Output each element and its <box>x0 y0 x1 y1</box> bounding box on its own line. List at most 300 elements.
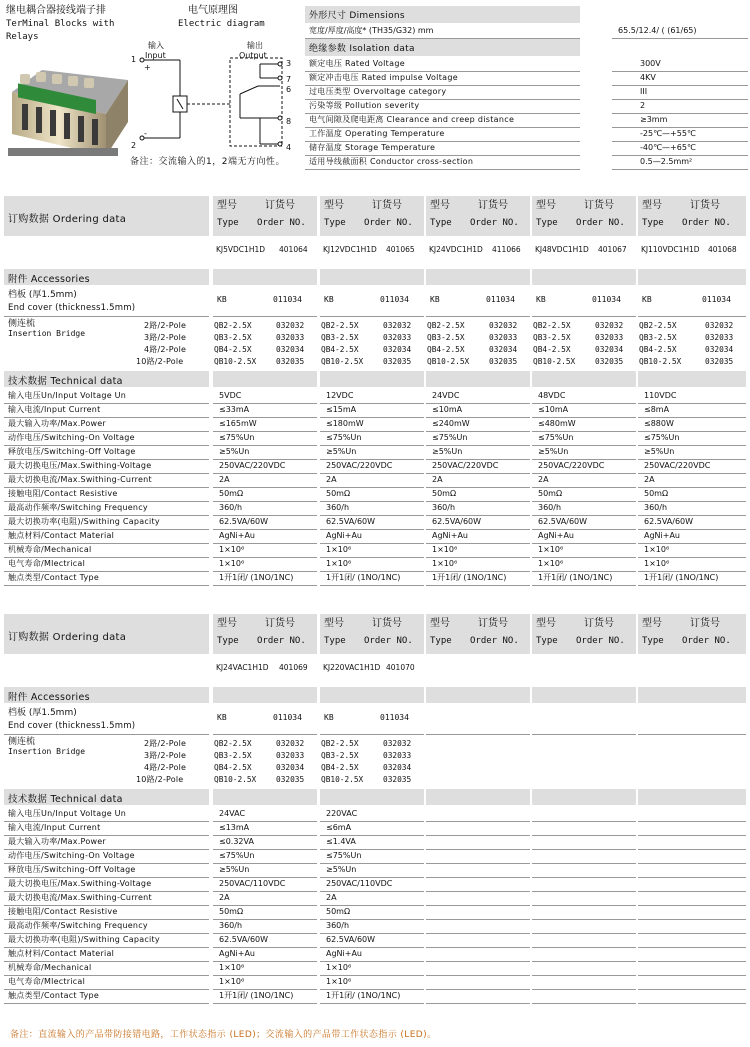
product-type: KJ24VDC1H1D <box>429 245 483 254</box>
col-order-cn: 订货号 <box>372 200 402 211</box>
tech-col-rule <box>638 905 746 906</box>
tech-col-rule <box>532 947 636 948</box>
bridge-order-no: 032032 <box>276 739 305 748</box>
dim-value: 65.5/12.4/ ( (61/65) <box>618 26 697 35</box>
tech-value: 2A <box>432 475 443 484</box>
col-order-cn: 订货号 <box>478 618 508 629</box>
bridge-order-no: 032035 <box>276 357 305 366</box>
tech-col-rule <box>426 947 530 948</box>
bridge-type: QB4-2.5X <box>321 345 359 354</box>
tech-col-bar <box>320 789 424 805</box>
col-order-cn: 订货号 <box>372 618 402 629</box>
tech-row-label: 最大输入功率/Max.Power <box>8 419 106 428</box>
tech-value: 360/h <box>219 503 243 512</box>
col-type-en: Type <box>536 218 558 228</box>
tech-row-label: 电气寿命/Mlectrical <box>8 559 86 568</box>
tech-row-label: 最大切换电流/Max.Swithing-Current <box>8 475 152 484</box>
endcover-col-rule <box>426 734 530 735</box>
tech-col-rule <box>213 1003 317 1004</box>
iso-row-value: ≥3mm <box>640 115 668 124</box>
bridge-order-no: 032035 <box>276 775 305 784</box>
tech-col-rule <box>426 585 530 586</box>
tech-col-rule <box>638 891 746 892</box>
tech-col-rule <box>532 877 636 878</box>
tech-value: 2A <box>644 475 655 484</box>
tech-value: 2A <box>326 893 337 902</box>
bridge-type: QB4-2.5X <box>639 345 677 354</box>
tech-row-label: 触点类型/Contact Type <box>8 573 99 582</box>
tech-row-label: 最大切换电压/Max.Swithing-Voltage <box>8 879 152 888</box>
tech-col-bar <box>213 789 317 805</box>
col-type-en: Type <box>642 218 664 228</box>
col-type-en: Type <box>536 636 558 646</box>
bridge-type: QB2-2.5X <box>321 321 359 330</box>
bridge-type: QB3-2.5X <box>639 333 677 342</box>
bridge-order-no: 032035 <box>383 357 412 366</box>
tech-value: 62.5VA/60W <box>326 935 376 944</box>
col-order-cn: 订货号 <box>690 618 720 629</box>
diagram-note: 备注：交流输入的1，2端无方向性。 <box>130 157 285 167</box>
col-order-en: Order NO. <box>682 636 731 646</box>
endcover-type: KB <box>324 713 334 722</box>
bridge-order-no: 032032 <box>705 321 734 330</box>
tech-col-rule <box>426 863 530 864</box>
endcover-en: End cover (thickness1.5mm) <box>8 303 136 313</box>
bridge-type: QB2-2.5X <box>321 739 359 748</box>
acc-col-bar <box>213 687 317 703</box>
tech-value: ≤75%Un <box>538 433 574 442</box>
tech-value: AgNi+Au <box>644 531 681 540</box>
endcover-rule <box>4 734 209 735</box>
col-type-cn: 型号 <box>642 200 662 211</box>
tech-value: 2A <box>219 893 230 902</box>
endcover-col-rule <box>213 734 317 735</box>
iso-row-label: 过电压类型 Overvoltage category <box>309 87 447 96</box>
bridge-order-no: 032034 <box>276 763 305 772</box>
bridge-type: QB3-2.5X <box>427 333 465 342</box>
iso-row-rule-right <box>612 85 748 86</box>
bridge-type: QB10-2.5X <box>214 775 257 784</box>
tech-row-label: 触点材料/Contact Material <box>8 531 115 540</box>
tech-col-rule <box>638 863 746 864</box>
bridge-order-no: 032032 <box>383 321 412 330</box>
tech-value: 1×10⁶ <box>432 559 458 568</box>
bridge-type: QB3-2.5X <box>321 333 359 342</box>
bridge-type: QB10-2.5X <box>533 357 576 366</box>
tech-value: ≥5%Un <box>326 865 357 874</box>
tech-value: ≥5%Un <box>219 865 250 874</box>
col-type-cn: 型号 <box>430 618 450 629</box>
tech-col-rule <box>532 821 636 822</box>
dim-rule-right <box>612 38 748 39</box>
tech-value: AgNi+Au <box>432 531 469 540</box>
acc-col-bar <box>532 269 636 285</box>
diagram-title-block <box>178 4 298 31</box>
acc-col-bar <box>532 687 636 703</box>
bridge-order-no: 032033 <box>489 333 518 342</box>
tech-row-label: 触点类型/Contact Type <box>8 991 99 1000</box>
bridge-cn: 侧连梳 <box>8 737 36 747</box>
bridge-order-no: 032034 <box>383 345 412 354</box>
iso-row-label: 储存温度 Storage Temperature <box>309 143 436 152</box>
tech-value: 50mΩ <box>538 489 563 498</box>
tech-col-rule <box>638 933 746 934</box>
tech-value: 360/h <box>644 503 668 512</box>
tech-row-label: 接触电阻/Contact Resistive <box>8 489 118 498</box>
bridge-order-no: 032033 <box>705 333 734 342</box>
product-type: KJ220VAC1H1D <box>323 663 381 672</box>
tech-value: 5VDC <box>219 391 242 400</box>
bridge-type: QB2-2.5X <box>639 321 677 330</box>
iso-row-rule-right <box>612 71 748 72</box>
bridge-order-no: 032034 <box>489 345 518 354</box>
tech-col-rule <box>532 905 636 906</box>
tech-value: 1×10⁶ <box>219 559 245 568</box>
iso-row-rule-right <box>612 113 748 114</box>
bridge-type: QB2-2.5X <box>427 321 465 330</box>
tech-row-label: 电气寿命/Mlectrical <box>8 977 86 986</box>
iso-row-label: 工作温度 Operating Temperature <box>309 129 445 138</box>
bridge-type: QB3-2.5X <box>533 333 571 342</box>
tech-row-label: 最高动作频率/Switching Frequency <box>8 503 148 512</box>
tech-value: ≤1.4VA <box>326 837 356 846</box>
bridge-pole-label: 4路/2-Pole <box>144 345 187 354</box>
tech-col-rule <box>426 961 530 962</box>
tech-value: 250VAC/110VDC <box>219 879 286 888</box>
tech-col-rule <box>638 947 746 948</box>
tech-col-rule <box>638 849 746 850</box>
bridge-order-no: 032032 <box>489 321 518 330</box>
iso-row-value: 0.5—2.5mm² <box>640 157 693 166</box>
endcover-en: End cover (thickness1.5mm) <box>8 721 136 731</box>
tech-col-rule <box>532 585 636 586</box>
tech-col-rule <box>532 849 636 850</box>
iso-row-label: 额定冲击电压 Rated impulse Voltage <box>309 73 458 82</box>
col-type-en: Type <box>324 218 346 228</box>
tech-value: ≤13mA <box>219 823 250 832</box>
diagram-title-cn: 电气原理图 <box>188 5 238 16</box>
tech-value: ≤480mW <box>538 419 576 428</box>
tech-col-rule <box>426 877 530 878</box>
bridge-pole-label: 10路/2-Pole <box>136 357 184 366</box>
tech-value: ≤0.32VA <box>219 837 254 846</box>
endcover-cn: 档板 (厚1.5mm) <box>8 708 77 718</box>
tech-value: ≤33mA <box>219 405 250 414</box>
acc-col-bar <box>638 269 746 285</box>
tech-col-rule <box>426 821 530 822</box>
col-order-cn: 订货号 <box>584 200 614 211</box>
product-photo <box>2 52 137 164</box>
iso-row-label: 额定电压 Rated Voltage <box>309 59 405 68</box>
tech-col-rule <box>638 975 746 976</box>
col-order-cn: 订货号 <box>265 200 295 211</box>
col-type-en: Type <box>217 218 239 228</box>
col-order-en: Order NO. <box>470 636 519 646</box>
tech-col-rule <box>638 821 746 822</box>
tech-value: 360/h <box>326 921 350 930</box>
bridge-pole-label: 3路/2-Pole <box>144 751 187 760</box>
tech-value: 2A <box>326 475 337 484</box>
tech-col-bar <box>638 371 746 387</box>
product-type: KJ48VDC1H1D <box>535 245 589 254</box>
tech-value: 50mΩ <box>219 489 244 498</box>
acc-col-bar <box>213 269 317 285</box>
tech-value: 220VAC <box>326 809 358 818</box>
tech-value: AgNi+Au <box>326 949 363 958</box>
bridge-pole-label: 2路/2-Pole <box>144 321 187 330</box>
bridge-pole-label: 2路/2-Pole <box>144 739 187 748</box>
endcover-col-rule <box>638 734 746 735</box>
acc-col-bar <box>320 687 424 703</box>
bridge-order-no: 032032 <box>595 321 624 330</box>
tech-value: 360/h <box>538 503 562 512</box>
acc-col-bar <box>426 269 530 285</box>
col-type-cn: 型号 <box>430 200 450 211</box>
col-type-cn: 型号 <box>536 200 556 211</box>
endcover-col-rule <box>638 316 746 317</box>
tech-col-rule <box>638 1003 746 1004</box>
endcover-order-no: 011034 <box>273 713 302 722</box>
tech-value: ≤75%Un <box>326 851 362 860</box>
endcover-col-rule <box>426 316 530 317</box>
col-type-en: Type <box>324 636 346 646</box>
col-order-cn: 订货号 <box>478 200 508 211</box>
col-order-en: Order NO. <box>257 218 306 228</box>
bridge-order-no: 032035 <box>595 357 624 366</box>
input-label-en: Input <box>145 51 166 60</box>
tech-value: AgNi+Au <box>219 531 256 540</box>
col-order-en: Order NO. <box>257 636 306 646</box>
tech-value: ≤165mW <box>219 419 257 428</box>
bridge-order-no: 032032 <box>276 321 305 330</box>
tech-row-rule <box>4 585 209 586</box>
bridge-type: QB2-2.5X <box>214 321 252 330</box>
bridge-type: QB4-2.5X <box>427 345 465 354</box>
accessories-header: 附件 Accessories <box>8 274 90 285</box>
tech-col-rule <box>638 919 746 920</box>
tech-value: 250VAC/110VDC <box>326 879 393 888</box>
tech-row-label: 最大输入功率/Max.Power <box>8 837 106 846</box>
tech-value: ≤75%Un <box>326 433 362 442</box>
tech-col-rule <box>638 877 746 878</box>
tech-value: 50mΩ <box>432 489 457 498</box>
tech-col-rule <box>638 585 746 586</box>
tech-value: ≤75%Un <box>432 433 468 442</box>
tech-row-label: 动作电压/Switching-On Voltage <box>8 433 135 442</box>
endcover-type: KB <box>217 713 227 722</box>
tech-col-rule <box>320 1003 424 1004</box>
ordering-header: 订购数据 Ordering data <box>8 632 127 643</box>
product-type: KJ110VDC1H1D <box>641 245 700 254</box>
tech-value: 1开1闭/ (1NO/1NC) <box>432 573 507 582</box>
endcover-order-no: 011034 <box>486 295 515 304</box>
tech-col-rule <box>532 933 636 934</box>
bridge-order-no: 032033 <box>383 333 412 342</box>
tech-value: 1×10⁶ <box>326 545 352 554</box>
tech-row-label: 最大切换功率(电阻)/Swithing Capacity <box>8 935 160 944</box>
tech-value: ≥5%Un <box>644 447 675 456</box>
tech-row-label: 输入电压Un/Input Voltage Un <box>8 809 127 818</box>
tech-col-rule <box>532 863 636 864</box>
tech-row-label: 最大切换电压/Max.Swithing-Voltage <box>8 461 152 470</box>
iso-row-rule-right <box>612 169 748 170</box>
title-en-1: TerMinal Blocks with <box>6 19 115 29</box>
tech-value: 250VAC/220VDC <box>432 461 499 470</box>
bridge-order-no: 032035 <box>383 775 412 784</box>
bridge-type: QB4-2.5X <box>214 763 252 772</box>
tech-value: ≤15mA <box>326 405 357 414</box>
iso-row-value: -25℃—+55℃ <box>640 129 696 138</box>
col-type-cn: 型号 <box>324 200 344 211</box>
bridge-pole-label: 4路/2-Pole <box>144 763 187 772</box>
tech-col-bar <box>320 371 424 387</box>
product-order-no: 401069 <box>279 663 308 672</box>
tech-value: 62.5VA/60W <box>644 517 694 526</box>
endcover-order-no: 011034 <box>380 295 409 304</box>
technical-header: 技术数据 Technical data <box>8 376 123 387</box>
tech-value: 1开1闭/ (1NO/1NC) <box>538 573 613 582</box>
tech-value: 62.5VA/60W <box>432 517 482 526</box>
bridge-type: QB4-2.5X <box>321 763 359 772</box>
tech-value: ≤75%Un <box>219 851 255 860</box>
iso-row-value: -40℃—+65℃ <box>640 143 696 152</box>
bridge-type: QB10-2.5X <box>214 357 257 366</box>
tech-value: 1×10⁶ <box>538 559 564 568</box>
tech-col-bar <box>426 371 530 387</box>
col-type-en: Type <box>642 636 664 646</box>
tech-value: 1×10⁶ <box>644 559 670 568</box>
tech-col-rule <box>426 905 530 906</box>
bridge-type: QB4-2.5X <box>533 345 571 354</box>
bridge-order-no: 032032 <box>383 739 412 748</box>
tech-col-rule <box>532 975 636 976</box>
bridge-order-no: 032033 <box>276 751 305 760</box>
col-type-cn: 型号 <box>217 618 237 629</box>
tech-col-rule <box>426 975 530 976</box>
pin-plus: + <box>144 63 151 72</box>
output-label-en: Output <box>239 51 267 60</box>
tech-value: ≤75%Un <box>219 433 255 442</box>
endcover-type: KB <box>536 295 546 304</box>
col-type-cn: 型号 <box>536 618 556 629</box>
bridge-type: QB3-2.5X <box>214 333 252 342</box>
bridge-en: Insertion Bridge <box>8 329 86 338</box>
col-order-cn: 订货号 <box>584 618 614 629</box>
tech-value: 1开1闭/ (1NO/1NC) <box>219 991 294 1000</box>
product-order-no: 401067 <box>598 245 627 254</box>
bridge-order-no: 032033 <box>276 333 305 342</box>
col-order-en: Order NO. <box>682 218 731 228</box>
endcover-type: KB <box>324 295 334 304</box>
electric-diagram <box>130 56 300 152</box>
endcover-order-no: 011034 <box>702 295 731 304</box>
endcover-col-rule <box>532 734 636 735</box>
tech-value: 50mΩ <box>219 907 244 916</box>
tech-value: 24VDC <box>432 391 460 400</box>
tech-row-label: 输入电流/Input Current <box>8 823 101 832</box>
tech-row-label: 触点材料/Contact Material <box>8 949 115 958</box>
bridge-order-no: 032034 <box>383 763 412 772</box>
tech-value: 1×10⁶ <box>326 963 352 972</box>
endcover-cn: 档板 (厚1.5mm) <box>8 290 77 300</box>
bridge-order-no: 032035 <box>705 357 734 366</box>
acc-col-bar <box>320 269 424 285</box>
tech-col-bar <box>532 789 636 805</box>
pin-6: 6 <box>286 85 292 94</box>
title-en-2: Relays <box>6 32 39 42</box>
tech-row-label: 释放电压/Switching-Off Voltage <box>8 447 136 456</box>
tech-value: 360/h <box>219 921 243 930</box>
tech-col-rule <box>532 1003 636 1004</box>
tech-value: 2A <box>219 475 230 484</box>
tech-value: 2A <box>538 475 549 484</box>
footer-note: 备注：直流输入的产品带防接错电路，工作状态指示 (LED)；交流输入的产品带工作状态指示 (LED)。 <box>10 1030 437 1040</box>
isolation-header-bar <box>305 39 580 56</box>
endcover-col-rule <box>320 734 424 735</box>
tech-value: AgNi+Au <box>326 531 363 540</box>
tech-row-label: 最大切换电流/Max.Swithing-Current <box>8 893 152 902</box>
tech-col-rule <box>532 835 636 836</box>
tech-value: 1×10⁶ <box>432 545 458 554</box>
tech-value: 250VAC/220VDC <box>538 461 605 470</box>
product-order-no: 401068 <box>708 245 737 254</box>
pin-3: 3 <box>286 59 292 68</box>
tech-value: ≤880W <box>644 419 674 428</box>
tech-value: 50mΩ <box>644 489 669 498</box>
col-order-en: Order NO. <box>576 636 625 646</box>
endcover-order-no: 011034 <box>273 295 302 304</box>
tech-value: 110VDC <box>644 391 677 400</box>
endcover-type: KB <box>642 295 652 304</box>
bridge-type: QB2-2.5X <box>214 739 252 748</box>
acc-col-bar <box>638 687 746 703</box>
tech-row-label: 输入电流/Input Current <box>8 405 101 414</box>
tech-value: 250VAC/220VDC <box>326 461 393 470</box>
tech-value: ≤180mW <box>326 419 364 428</box>
col-order-en: Order NO. <box>470 218 519 228</box>
tech-col-bar <box>638 789 746 805</box>
ordering-header: 订购数据 Ordering data <box>8 214 127 225</box>
pin-1: 1 <box>131 55 137 64</box>
tech-col-rule <box>320 585 424 586</box>
tech-value: ≤8mA <box>644 405 670 414</box>
tech-value: 1开1闭/ (1NO/1NC) <box>219 573 294 582</box>
endcover-rule <box>4 316 209 317</box>
tech-value: 1开1闭/ (1NO/1NC) <box>326 991 401 1000</box>
iso-row-label: 污染等级 Pollution severity <box>309 101 420 110</box>
tech-row-label: 最高动作频率/Switching Frequency <box>8 921 148 930</box>
tech-col-rule <box>426 1003 530 1004</box>
iso-row-label: 适用导线截面积 Conductor cross-section <box>309 157 474 166</box>
bridge-en: Insertion Bridge <box>8 747 86 756</box>
bridge-type: QB10-2.5X <box>639 357 682 366</box>
dimensions-header-bar <box>305 6 580 23</box>
tech-value: ≤10mA <box>538 405 569 414</box>
tech-value: 48VDC <box>538 391 566 400</box>
product-type: KJ5VDC1H1D <box>216 245 266 254</box>
endcover-col-rule <box>320 316 424 317</box>
bridge-type: QB10-2.5X <box>427 357 470 366</box>
tech-value: 24VAC <box>219 809 246 818</box>
isolation-header: 绝缘参数 Isolation data <box>309 44 415 54</box>
tech-row-label: 动作电压/Switching-On Voltage <box>8 851 135 860</box>
endcover-type: KB <box>217 295 227 304</box>
tech-value: 62.5VA/60W <box>219 517 269 526</box>
acc-col-bar <box>426 687 530 703</box>
iso-row-value: III <box>640 87 648 96</box>
col-type-en: Type <box>430 636 452 646</box>
bridge-order-no: 032034 <box>595 345 624 354</box>
